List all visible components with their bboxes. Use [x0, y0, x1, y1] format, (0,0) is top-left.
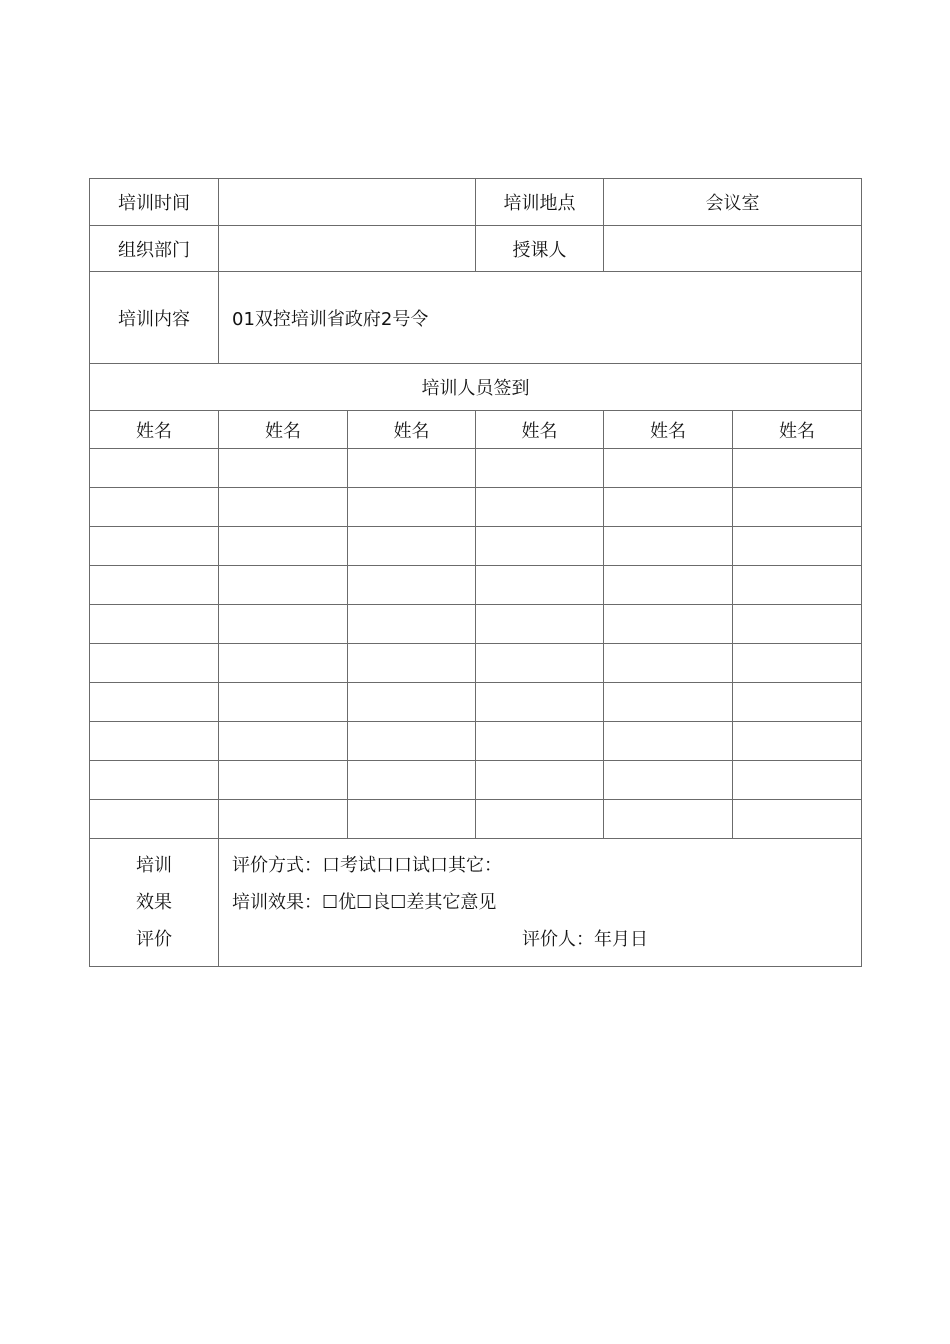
signature-row [90, 449, 862, 488]
name-column-header: 姓名 [90, 411, 219, 449]
signature-cell[interactable] [476, 761, 604, 800]
organizing-dept-label: 组织部门 [90, 226, 219, 272]
row-signin-title [90, 364, 862, 411]
signature-cell[interactable] [90, 800, 219, 839]
signature-cell[interactable] [219, 605, 348, 644]
signature-cell[interactable] [476, 527, 604, 566]
signin-title: 培训人员签到 [90, 364, 862, 411]
evaluation-content[interactable] [219, 839, 862, 967]
signature-cell[interactable] [219, 566, 348, 605]
signature-row [90, 605, 862, 644]
name-column-header: 姓名 [733, 411, 862, 449]
signature-cell[interactable] [90, 605, 219, 644]
lecturer-label: 授课人 [476, 226, 604, 272]
row-content [90, 272, 862, 364]
signature-row [90, 683, 862, 722]
row-name-headers [90, 411, 862, 449]
signature-cell[interactable] [733, 761, 862, 800]
signature-cell[interactable] [476, 488, 604, 527]
signature-cell[interactable] [733, 722, 862, 761]
evaluation-label-line: 评价 [136, 929, 172, 950]
signature-cell[interactable] [604, 566, 733, 605]
signature-cell[interactable] [90, 527, 219, 566]
signature-row [90, 566, 862, 605]
signature-cell[interactable] [476, 605, 604, 644]
signature-cell[interactable] [219, 527, 348, 566]
signature-cell[interactable] [476, 644, 604, 683]
signature-cell[interactable] [90, 449, 219, 488]
signature-cell[interactable] [733, 800, 862, 839]
signature-cell[interactable] [476, 722, 604, 761]
training-time-value[interactable] [219, 179, 476, 226]
signature-cell[interactable] [348, 449, 476, 488]
name-column-header: 姓名 [219, 411, 348, 449]
signature-cell[interactable] [90, 683, 219, 722]
signature-cell[interactable] [476, 800, 604, 839]
signature-row [90, 722, 862, 761]
signature-cell[interactable] [90, 722, 219, 761]
signature-cell[interactable] [348, 644, 476, 683]
signature-cell[interactable] [604, 605, 733, 644]
name-column-header: 姓名 [348, 411, 476, 449]
name-column-header: 姓名 [476, 411, 604, 449]
signature-cell[interactable] [348, 761, 476, 800]
evaluator-line: 评价人：年月日 [522, 929, 648, 950]
evaluation-label-line: 效果 [136, 892, 172, 913]
signature-cell[interactable] [733, 449, 862, 488]
training-location-value[interactable]: 会议室 [604, 179, 862, 226]
signature-cell[interactable] [219, 488, 348, 527]
signature-cell[interactable] [219, 800, 348, 839]
lecturer-value[interactable] [604, 226, 862, 272]
training-content-label: 培训内容 [90, 272, 219, 364]
signature-cell[interactable] [348, 527, 476, 566]
signature-row [90, 761, 862, 800]
signature-cell[interactable] [348, 683, 476, 722]
signature-cell[interactable] [90, 488, 219, 527]
signature-cell[interactable] [219, 449, 348, 488]
signature-cell[interactable] [219, 644, 348, 683]
evaluation-label-line: 培训 [136, 855, 172, 876]
row-dept-lecturer [90, 226, 862, 272]
signature-cell[interactable] [604, 527, 733, 566]
signature-cell[interactable] [90, 566, 219, 605]
signature-cell[interactable] [476, 449, 604, 488]
signature-cell[interactable] [348, 566, 476, 605]
row-time-location [90, 179, 862, 226]
signature-cell[interactable] [604, 488, 733, 527]
row-evaluation [90, 839, 862, 967]
signature-cell[interactable] [604, 644, 733, 683]
evaluation-label [90, 839, 219, 967]
signature-cell[interactable] [604, 761, 733, 800]
evaluation-method-line: 评价方式：口考试口口试口其它： [232, 855, 502, 876]
organizing-dept-value[interactable] [219, 226, 476, 272]
signature-row [90, 644, 862, 683]
training-signin-form [89, 178, 862, 967]
signature-cell[interactable] [219, 761, 348, 800]
signature-cell[interactable] [733, 683, 862, 722]
signature-cell[interactable] [733, 605, 862, 644]
signature-cell[interactable] [348, 722, 476, 761]
signature-cell[interactable] [219, 683, 348, 722]
signature-cell[interactable] [348, 605, 476, 644]
training-content-value[interactable]: 01双控培训省政府2号令 [219, 272, 862, 364]
signature-cell[interactable] [604, 449, 733, 488]
training-time-label: 培训时间 [90, 179, 219, 226]
signature-cell[interactable] [604, 722, 733, 761]
signature-cell[interactable] [733, 644, 862, 683]
signature-cell[interactable] [90, 761, 219, 800]
signature-cell[interactable] [733, 527, 862, 566]
signature-cell[interactable] [604, 800, 733, 839]
signature-cell[interactable] [219, 722, 348, 761]
signature-cell[interactable] [348, 800, 476, 839]
training-effect-line: 培训效果：☐优☐良☐差其它意见 [232, 892, 497, 913]
signature-cell[interactable] [476, 683, 604, 722]
signature-cell[interactable] [733, 488, 862, 527]
signature-cell[interactable] [604, 683, 733, 722]
signature-row [90, 488, 862, 527]
signature-cell[interactable] [476, 566, 604, 605]
signature-cell[interactable] [733, 566, 862, 605]
name-column-header: 姓名 [604, 411, 733, 449]
signature-row [90, 527, 862, 566]
signature-row [90, 800, 862, 839]
signature-cell[interactable] [90, 644, 219, 683]
signature-cell[interactable] [348, 488, 476, 527]
training-location-label: 培训地点 [476, 179, 604, 226]
